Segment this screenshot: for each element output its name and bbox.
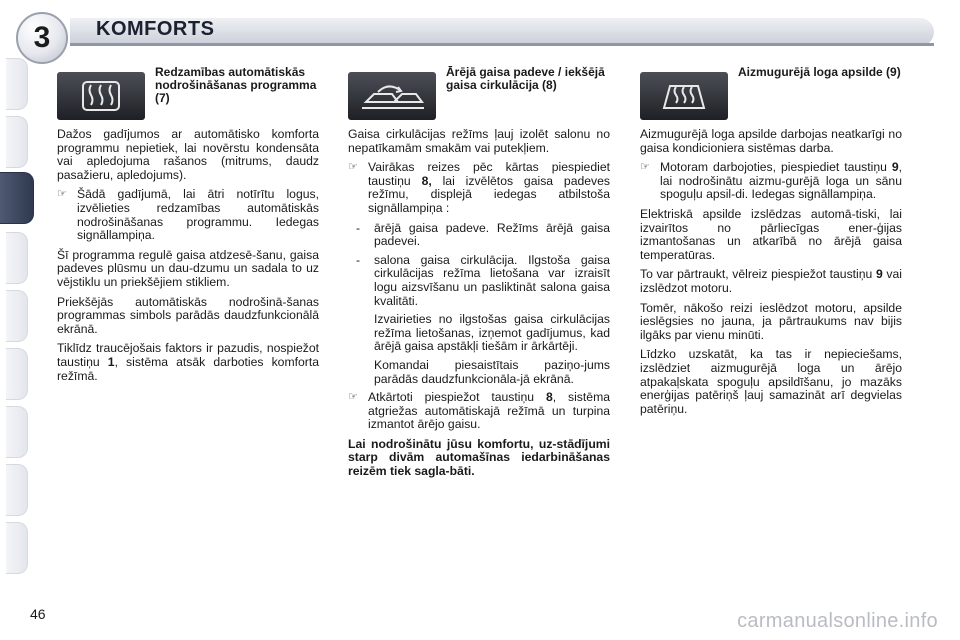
paragraph: Elektriskā apsilde izslēdzas automā-tiski, lai izvairītos no pārliecīgas ener-ģijas izmantošanas un atkarībā no ārējā gaisa temperatūras.	[640, 206, 902, 262]
dash-item	[356, 222, 610, 249]
chapter-tab	[6, 348, 28, 400]
paragraph: Līdzko uzskatāt, ka tas ir nepieciešams, izslēdziet aizmugurējā loga un ārējo atpakaļskata spoguļu apsildīšanu, jo mazāks enerģijas patēriņš ļauj samazināt arī degvielas patēriņu.	[640, 347, 902, 416]
paragraph: Šī programma regulē gaisa atdzesē-šanu, gaisa padeves plūsmu un dau-dzumu un sadala to uz vējstiklu un priekšējiem stikliem.	[57, 247, 319, 289]
section-title: Aizmugurējā loga apsilde (9)	[738, 65, 901, 79]
pointer-icon: ☞	[348, 161, 358, 174]
chapter-tabs	[0, 58, 34, 578]
chapter-number-badge: 3	[16, 12, 68, 64]
dash-text: ārējā gaisa padeve. Režīms ārējā gaisa padevei.	[374, 220, 610, 249]
page-title: KOMFORTS	[96, 18, 215, 40]
chapter-tab	[6, 522, 28, 574]
bullet-text	[368, 161, 610, 215]
chapter-tab	[6, 116, 28, 168]
column-visibility-program	[57, 66, 319, 389]
pointer-icon: ☞	[348, 391, 358, 404]
air-recirculation-icon	[348, 72, 436, 120]
indented-text: Izvairieties no ilgstošas gaisa cirkulācijas režīma lietošanas, izņemot gadījumus, kad ārējā gaisa apstākļi tiešām ir ārkārtēji.	[374, 312, 610, 354]
text-fragment: , sistēma atsāk darboties komforta režīmā.	[57, 354, 319, 383]
text-fragment: lai izvēlētos gaisa padeves režīmu, displejā iedegas atbilstoša signāllampiņa :	[368, 173, 611, 215]
bullet-text	[368, 391, 610, 432]
chapter-tab	[6, 58, 28, 110]
rear-window-defrost-icon	[57, 72, 145, 120]
pointer-icon: ☞	[57, 188, 67, 201]
chapter-tab	[6, 406, 28, 458]
key-label: 1	[107, 354, 115, 369]
chapter-tab	[6, 464, 28, 516]
bullet-text: Šādā gadījumā, lai ātri notīrītu logus, izvēlieties redzamības automātiskās nodrošināšanas programmu. Iedegas signāllampiņa.	[77, 187, 319, 243]
chapter-tab	[6, 232, 28, 284]
page-number: 46	[30, 606, 46, 622]
bullet-item	[348, 391, 610, 432]
text-fragment: , sistēma atgriežas automātiskajā režīmā un turpina izmantot ārējo gaisu.	[368, 390, 611, 432]
text-fragment: Vairākas reizes pēc kārtas piespiediet taustiņu	[368, 160, 610, 188]
paragraph: Tomēr, nākošo reizi ieslēdzot motoru, apsilde ieslēgsies no jauna, ja pārtraukums nav bijis ilgāks par vienu minūti.	[640, 300, 902, 342]
watermark: carmanualsonline.info	[737, 610, 938, 632]
paragraph: Dažos gadījumos ar automātisko komforta programmu nepietiek, lai novērstu kondensāta vai apledojuma rašanos (mitrums, daudz pasažieru, apledojums).	[57, 127, 319, 182]
rear-window-heating-icon	[640, 72, 728, 120]
text-fragment: To var pārtraukt, vēlreiz piespiežot taustiņu	[640, 267, 876, 282]
paragraph: Aizmugurējā loga apsilde darbojas neatkarīgi no gaisa kondicioniera sistēmas darba.	[640, 127, 902, 155]
paragraph: Gaisa cirkulācijas režīms ļauj izolēt salonu no nepatīkamām smakām vai putekļiem.	[348, 127, 610, 155]
column-rear-window-heating	[640, 66, 902, 422]
paragraph	[57, 342, 319, 383]
bullet-item	[348, 161, 610, 215]
dash-marker: -	[356, 252, 361, 267]
chapter-tab	[6, 290, 28, 342]
bullet-item	[640, 161, 902, 202]
dash-marker: -	[356, 220, 361, 235]
column-air-recirculation	[348, 66, 610, 485]
bullet-text	[660, 161, 902, 202]
text-fragment: Motoram darbojoties, piespiediet taustiņu	[660, 160, 892, 175]
key-label: 8	[545, 390, 553, 405]
key-label: 9	[891, 160, 899, 175]
text-fragment: Tiklīdz traucējošais faktors ir pazudis, nospiežot taustiņu	[57, 341, 319, 369]
chapter-tab-active	[0, 172, 34, 224]
text-fragment: , lai nodrošinātu aizmu-gurējā loga un sānu spoguļu apsil-di. Iedegas signāllampiņa.	[660, 160, 902, 202]
text-fragment: Atkārtoti piespiežot taustiņu	[368, 390, 546, 405]
key-label: 8,	[421, 173, 432, 188]
paragraph	[640, 268, 902, 295]
key-label: 9	[875, 267, 883, 282]
section-title: Ārējā gaisa padeve / iekšējā gaisa cirkulācija (8)	[446, 65, 605, 92]
settings-saved-note: Lai nodrošinātu jūsu komfortu, uz-stādījumi starp divām automašīnas iedarbināšanas reizēm tiek sagla-bāti.	[348, 436, 610, 479]
pointer-icon: ☞	[640, 161, 650, 174]
text-fragment: vai izslēdzot motoru.	[640, 267, 902, 295]
dash-item	[356, 254, 610, 308]
section-title: Redzamības automātiskās nodrošināšanas programma (7)	[155, 65, 317, 105]
paragraph: Priekšējās automātiskās nodrošinā-šanas programmas simbols parādās daudzfunkcionālā ekrānā.	[57, 294, 319, 336]
bullet-item	[57, 188, 319, 242]
indented-text: Komandai piesaistītais paziņo-jums parādās daudzfunkcionāla-jā ekrānā.	[374, 357, 610, 386]
dash-text: salona gaisa cirkulācija. Ilgstoša gaisa cirkulācijas režīma lietošana var izraisīt logu aizsvīšanu un pasliktināt salona gaisa kvalitāti.	[374, 252, 610, 308]
